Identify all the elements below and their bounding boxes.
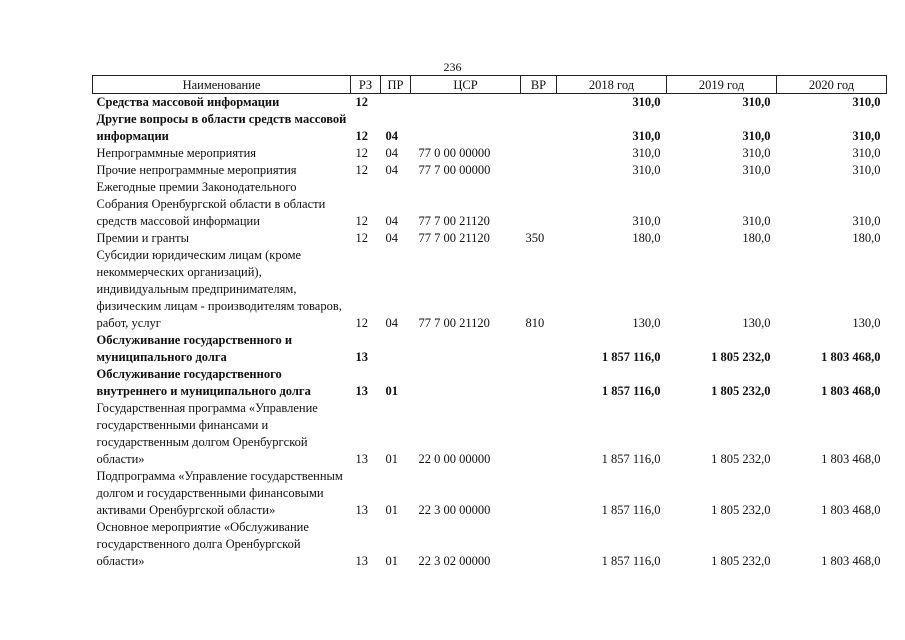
cell-rz: 13: [355, 384, 368, 398]
table-row: [93, 519, 887, 570]
cell-2018: 130,0: [632, 316, 661, 330]
table-header-row: [93, 76, 887, 94]
cell-csr: 22 3 00 00000: [418, 503, 491, 517]
cell-2020: 1 803 468,0: [821, 503, 881, 517]
cell-csr: 22 3 02 00000: [418, 554, 491, 568]
cell-2018: 1 857 116,0: [601, 554, 661, 568]
cell-2020: 180,0: [852, 231, 881, 245]
cell-2018: 1 857 116,0: [601, 503, 661, 517]
table-row: [93, 145, 887, 162]
cell-pr: 01: [385, 452, 398, 466]
cell-pr: 04: [385, 214, 398, 228]
cell-rz: 13: [355, 350, 368, 364]
cell-2018: 310,0: [632, 214, 661, 228]
cell-name: Премии и гранты: [96, 231, 190, 245]
cell-2019: 1 805 232,0: [711, 503, 771, 517]
cell-2020: 310,0: [852, 163, 881, 177]
cell-csr: [411, 366, 521, 400]
column-header-name: Наименование: [93, 76, 351, 94]
page-number: 236: [443, 60, 462, 74]
cell-rz: 13: [355, 503, 368, 517]
cell-vr: 350: [525, 231, 545, 245]
column-header-pr: ПР: [381, 76, 411, 94]
table-body: [93, 94, 887, 571]
table-row: [93, 94, 887, 112]
column-header-vr: ВР: [521, 76, 557, 94]
table-row: [93, 179, 887, 230]
cell-2019: 130,0: [742, 316, 771, 330]
cell-name: Прочие непрограммные мероприятия: [96, 163, 297, 177]
cell-2020: 310,0: [852, 95, 881, 109]
cell-2020: 310,0: [852, 146, 881, 160]
cell-pr: 04: [385, 129, 398, 143]
budget-table: [92, 75, 887, 570]
cell-csr: 77 7 00 21120: [418, 231, 490, 245]
column-header-2020: 2020 год: [777, 76, 887, 94]
cell-csr: 77 7 00 21120: [418, 316, 490, 330]
cell-2019: 1 805 232,0: [711, 350, 771, 364]
cell-name: Непрограммные мероприятия: [96, 146, 257, 160]
cell-csr: [411, 111, 521, 145]
cell-2020: 310,0: [852, 129, 881, 143]
cell-name: Средства массовой информации: [96, 95, 280, 109]
cell-2020: 130,0: [852, 316, 881, 330]
cell-vr: [521, 145, 557, 162]
cell-csr: 77 7 00 21120: [418, 214, 490, 228]
cell-2019: 1 805 232,0: [711, 452, 771, 466]
cell-2019: 180,0: [742, 231, 771, 245]
cell-2018: 1 857 116,0: [601, 452, 661, 466]
cell-2018: 310,0: [632, 95, 661, 109]
cell-vr: [521, 332, 557, 366]
cell-name: Другие вопросы в области средств массовой информации: [96, 112, 347, 143]
cell-pr: 04: [385, 231, 398, 245]
table-row: [93, 247, 887, 332]
cell-name: Основное мероприятие «Обслуживание государственного долга Оренбургской области»: [96, 520, 309, 568]
cell-rz: 12: [355, 146, 368, 160]
cell-2019: 310,0: [742, 163, 771, 177]
cell-name: Ежегодные премии Законодательного Собрания Оренбургской области в области средств массовой информации: [96, 180, 326, 228]
column-header-2019: 2019 год: [667, 76, 777, 94]
cell-2019: 1 805 232,0: [711, 554, 771, 568]
cell-2018: 180,0: [632, 231, 661, 245]
cell-csr: 22 0 00 00000: [418, 452, 491, 466]
table-row: [93, 366, 887, 400]
cell-2019: 310,0: [742, 95, 771, 109]
table-row: [93, 111, 887, 145]
cell-name: Субсидии юридическим лицам (кроме некоммерческих организаций), индивидуальным предпринимателям, физическим лицам - производителям товаров, работ, услуг: [96, 248, 342, 330]
cell-pr: 01: [385, 384, 398, 398]
cell-vr: [521, 162, 557, 179]
cell-vr: [521, 400, 557, 468]
cell-pr: 04: [385, 316, 398, 330]
cell-2020: 1 803 468,0: [821, 554, 881, 568]
cell-rz: 12: [355, 231, 368, 245]
cell-name: Подпрограмма «Управление государственным долгом и государственными финансовыми активами Оренбургской области»: [96, 469, 343, 517]
cell-rz: 12: [355, 95, 368, 109]
cell-pr: [381, 94, 411, 112]
cell-pr: [381, 332, 411, 366]
cell-pr: 01: [385, 503, 398, 517]
cell-2018: 310,0: [632, 129, 661, 143]
cell-2019: 310,0: [742, 214, 771, 228]
cell-rz: 12: [355, 163, 368, 177]
cell-pr: 01: [385, 554, 398, 568]
cell-vr: 810: [525, 316, 545, 330]
cell-name: Обслуживание государственного внутреннего и муниципального долга: [96, 367, 311, 398]
cell-2018: 1 857 116,0: [601, 384, 661, 398]
column-header-2018: 2018 год: [557, 76, 667, 94]
table-row: [93, 162, 887, 179]
cell-2020: 1 803 468,0: [821, 350, 881, 364]
cell-csr: [411, 94, 521, 112]
table-row: [93, 468, 887, 519]
cell-2019: 310,0: [742, 146, 771, 160]
cell-2020: 310,0: [852, 214, 881, 228]
cell-rz: 12: [355, 316, 368, 330]
column-header-rz: РЗ: [351, 76, 381, 94]
cell-2020: 1 803 468,0: [821, 384, 881, 398]
cell-rz: 13: [355, 554, 368, 568]
cell-2020: 1 803 468,0: [821, 452, 881, 466]
cell-pr: 04: [385, 163, 398, 177]
cell-rz: 12: [355, 129, 368, 143]
cell-2019: 310,0: [742, 129, 771, 143]
cell-csr: 77 7 00 00000: [418, 163, 491, 177]
cell-vr: [521, 519, 557, 570]
cell-csr: 77 0 00 00000: [418, 146, 491, 160]
cell-name: Государственная программа «Управление государственными финансами и государственным долгом Оренбургской области»: [96, 401, 318, 466]
table-row: [93, 332, 887, 366]
cell-vr: [521, 366, 557, 400]
cell-vr: [521, 468, 557, 519]
cell-rz: 13: [355, 452, 368, 466]
cell-2018: 1 857 116,0: [601, 350, 661, 364]
cell-vr: [521, 111, 557, 145]
cell-vr: [521, 179, 557, 230]
column-header-csr: ЦСР: [411, 76, 521, 94]
cell-2018: 310,0: [632, 146, 661, 160]
cell-name: Обслуживание государственного и муниципального долга: [96, 333, 293, 364]
cell-rz: 12: [355, 214, 368, 228]
table-row: [93, 400, 887, 468]
cell-2018: 310,0: [632, 163, 661, 177]
table-row: [93, 230, 887, 247]
cell-pr: 04: [385, 146, 398, 160]
cell-2019: 1 805 232,0: [711, 384, 771, 398]
cell-vr: [521, 94, 557, 112]
cell-csr: [411, 332, 521, 366]
